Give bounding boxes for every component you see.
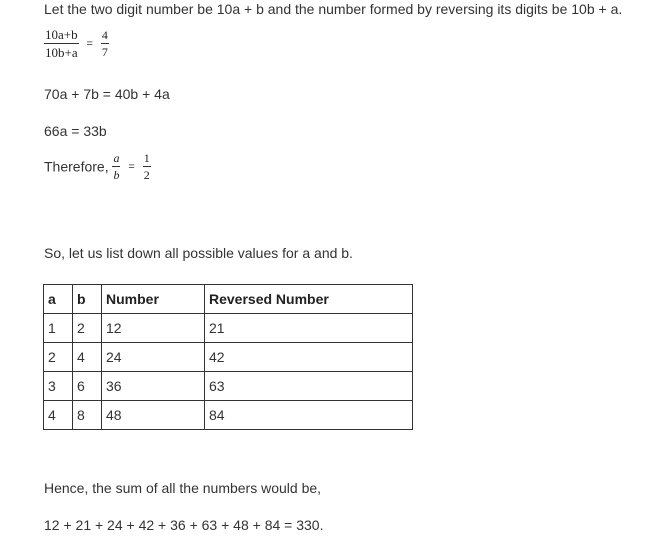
therefore-equals-sign: = [128,160,135,173]
cell-a: 4 [44,401,73,430]
cell-reversed-number: 21 [205,314,413,343]
cell-a: 1 [44,314,73,343]
sum-intro-text: Hence, the sum of all the numbers would be, [44,480,322,496]
table-row [44,372,413,401]
therefore-right-denominator: 2 [143,168,150,182]
table-row [44,314,413,343]
ratio-equals-sign: = [86,37,93,50]
list-intro-text: So, let us list down all possible values for a and b. [44,245,353,261]
table-row [44,401,413,430]
ratio-equation [44,28,109,59]
therefore-statement [44,152,151,181]
sum-result-text: 12 + 21 + 24 + 42 + 36 + 63 + 48 + 84 = 330. [44,517,324,533]
cell-b: 6 [73,372,102,401]
cell-a: 2 [44,343,73,372]
cell-number: 48 [102,401,205,430]
intro-text: Let the two digit number be 10a + b and the number formed by reversing its digits be 10b + a. [44,1,623,17]
step-one-equation: 70a + 7b = 40b + 4a [44,86,170,102]
cell-b: 2 [73,314,102,343]
cell-b: 8 [73,401,102,430]
ratio-right-numerator: 4 [101,28,108,42]
therefore-prefix: Therefore, [44,158,109,175]
therefore-left-denominator: b [113,168,120,182]
therefore-left-fraction [112,152,120,181]
ratio-left-denominator: 10b+a [45,45,78,60]
therefore-left-numerator: a [113,151,120,165]
header-b: b [73,285,102,314]
header-number: Number [102,285,205,314]
cell-number: 24 [102,343,205,372]
cell-reversed-number: 84 [205,401,413,430]
header-reversed-number: Reversed Number [205,285,413,314]
cell-number: 12 [102,314,205,343]
step-two-equation: 66a = 33b [44,123,107,139]
ratio-right-fraction [101,29,109,58]
table-header-row [44,285,413,314]
therefore-right-fraction [143,152,151,181]
cell-reversed-number: 42 [205,343,413,372]
values-table [43,284,413,430]
ratio-left-fraction [44,28,79,59]
therefore-right-numerator: 1 [143,151,150,165]
ratio-right-denominator: 7 [101,45,108,59]
cell-reversed-number: 63 [205,372,413,401]
cell-b: 4 [73,343,102,372]
cell-number: 36 [102,372,205,401]
header-a: a [44,285,73,314]
cell-a: 3 [44,372,73,401]
ratio-left-numerator: 10a+b [45,27,78,42]
table-row [44,343,413,372]
